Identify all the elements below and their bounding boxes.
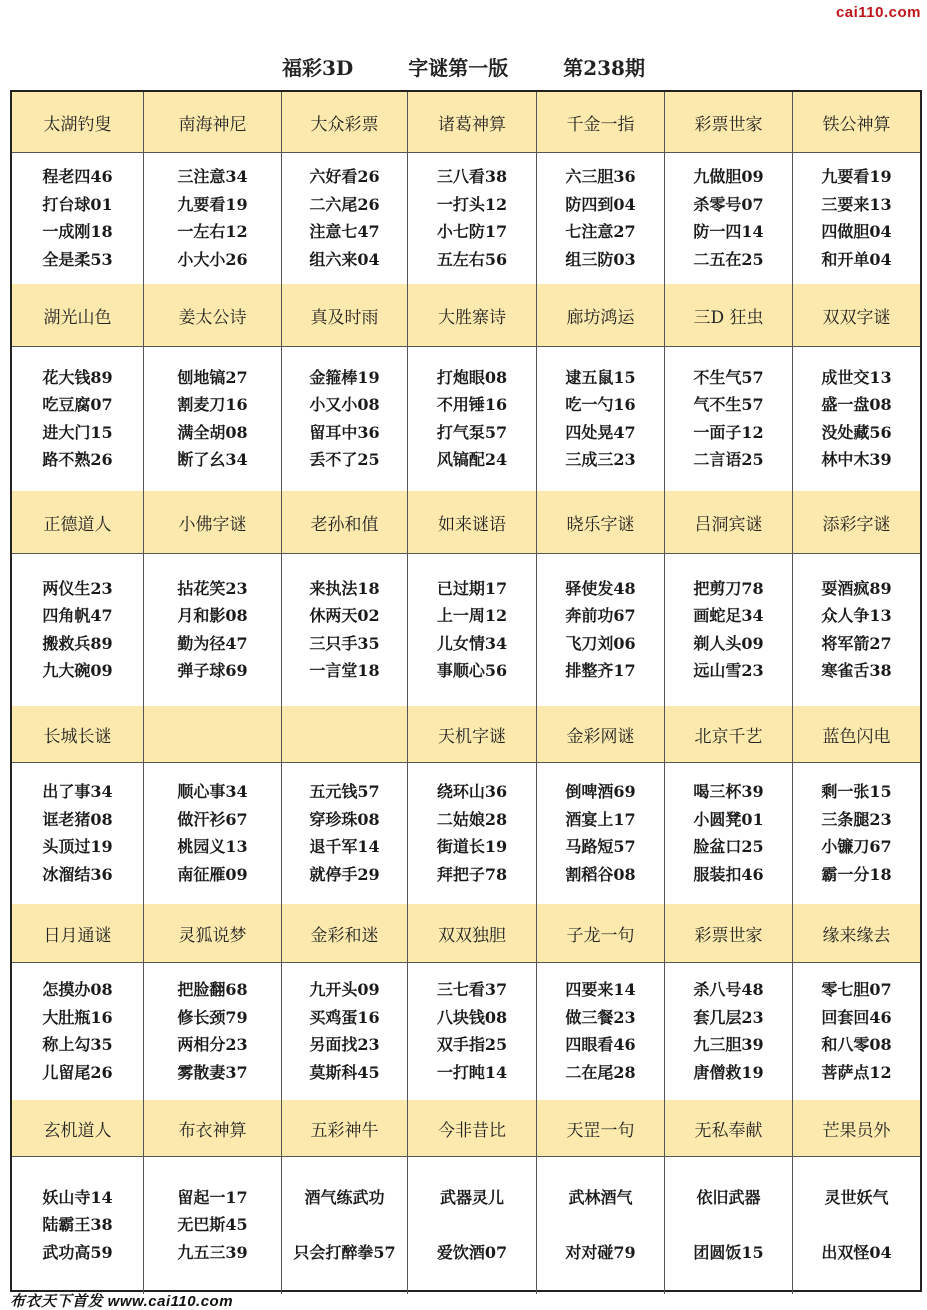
column-header: 南海神尼 <box>144 92 282 152</box>
column-header: 晓乐字谜 <box>537 491 665 553</box>
riddle-line: 九五三39 <box>177 1242 248 1262</box>
title-lottery: 福彩3D <box>282 56 354 80</box>
riddle-cell <box>537 346 665 491</box>
riddle-line: 已过期17 <box>436 578 508 598</box>
riddle-line: 吃豆腐07 <box>42 395 113 414</box>
riddle-line: 程老四46 <box>42 167 113 186</box>
riddle-cell <box>144 962 282 1100</box>
riddle-line: 小七防17 <box>436 222 508 241</box>
column-header: 千金一指 <box>537 92 665 152</box>
riddle-line: 打气泵57 <box>436 422 508 442</box>
column-header: 芒果员外 <box>822 1120 891 1141</box>
riddle-line: 一打盹14 <box>436 1062 508 1082</box>
riddle-cell <box>665 553 793 706</box>
riddle-line: 将军箭27 <box>821 633 892 653</box>
riddle-line: 拈花笑23 <box>177 578 248 598</box>
riddle-line <box>598 1211 604 1239</box>
riddle-line: 没处藏56 <box>821 422 892 442</box>
riddle-line: 九开头09 <box>309 980 380 999</box>
riddle-line: 二在尾28 <box>565 1062 636 1082</box>
data-row <box>12 553 920 706</box>
riddle-cell <box>282 152 408 284</box>
column-header: 日月通谜 <box>12 904 144 962</box>
riddle-cell <box>144 152 282 284</box>
riddle-line: 满全胡08 <box>177 422 248 442</box>
riddle-cell <box>665 152 793 284</box>
riddle-line: 防四到04 <box>565 194 636 214</box>
riddle-cell <box>537 962 665 1100</box>
column-header: 长城长谜 <box>12 706 144 762</box>
riddle-line: 称上勾35 <box>42 1035 113 1054</box>
riddle-cell <box>408 152 537 284</box>
riddle-line <box>726 1211 732 1239</box>
column-header: 真及时雨 <box>282 284 408 346</box>
riddle-cell <box>665 346 793 491</box>
header-row <box>12 284 920 346</box>
riddle-line <box>854 1211 860 1239</box>
riddle-line: 菩萨点12 <box>821 1062 892 1082</box>
riddle-line: 剩一张15 <box>821 782 892 801</box>
column-header: 如来谜语 <box>408 491 537 553</box>
riddle-cell <box>282 1156 408 1294</box>
riddle-cell <box>282 346 408 491</box>
riddle-line: 街道长19 <box>436 837 508 856</box>
riddle-line: 依旧武器 <box>696 1187 761 1207</box>
column-header: 太湖钓叟 <box>12 92 144 152</box>
column-header: 三D 狂虫 <box>665 284 793 346</box>
riddle-cell <box>793 1156 920 1294</box>
column-header: 金彩网谜 <box>537 706 665 762</box>
riddle-line: 服装扣46 <box>693 864 764 884</box>
riddle-line: 奔前功67 <box>565 606 636 625</box>
riddle-line: 三要来13 <box>821 194 892 214</box>
riddle-line: 驿使发48 <box>565 578 636 598</box>
column-header: 廊坊鸿运 <box>537 284 665 346</box>
riddle-line: 组六来04 <box>309 249 380 269</box>
riddle-line: 断了幺34 <box>177 450 248 469</box>
riddle-line: 九要看19 <box>177 194 248 214</box>
riddle-line: 诓老猪08 <box>42 809 113 829</box>
riddle-cell <box>144 346 282 491</box>
riddle-line: 桃园义13 <box>177 837 248 856</box>
riddle-cell <box>793 152 920 284</box>
column-header: 五彩神牛 <box>282 1100 408 1156</box>
riddle-line: 酒气练武功 <box>304 1187 385 1207</box>
riddle-line: 六好看26 <box>309 167 380 186</box>
riddle-cell <box>408 962 537 1100</box>
riddle-cell <box>793 962 920 1100</box>
riddle-line: 顺心事34 <box>177 782 248 801</box>
riddle-line: 留起一17 <box>177 1187 248 1207</box>
riddle-line: 双手指25 <box>436 1035 508 1054</box>
riddle-line: 气不生57 <box>693 395 764 414</box>
riddle-line: 二言语25 <box>693 450 764 469</box>
data-row <box>12 762 920 904</box>
riddle-line: 儿留尾26 <box>42 1062 113 1082</box>
riddle-line: 事顺心56 <box>436 661 508 680</box>
riddle-line: 套几层23 <box>693 1007 764 1027</box>
riddle-line: 爱饮酒07 <box>436 1242 508 1262</box>
column-header: 彩票世家 <box>665 904 793 962</box>
riddle-line: 穿珍珠08 <box>309 809 380 829</box>
riddle-line: 酒宴上17 <box>565 809 636 829</box>
riddle-line: 买鸡蛋16 <box>309 1007 380 1027</box>
header-row <box>12 92 920 152</box>
riddle-cell <box>12 1156 144 1294</box>
riddle-line: 九要看19 <box>821 167 892 186</box>
riddle-line: 来执法18 <box>309 578 380 598</box>
riddle-line: 三七看37 <box>436 980 508 999</box>
riddle-line: 莫斯科45 <box>309 1062 380 1082</box>
riddle-line: 远山雪23 <box>693 661 764 680</box>
riddle-line: 七注意27 <box>565 222 636 241</box>
riddle-line: 对对碰79 <box>565 1242 636 1262</box>
riddle-line: 三八看38 <box>436 167 508 186</box>
riddle-line: 林中木39 <box>821 450 892 469</box>
riddle-line: 二六尾26 <box>309 194 380 214</box>
riddle-line: 和开单04 <box>821 249 892 269</box>
column-header: 彩票世家 <box>665 92 793 152</box>
column-header: 湖光山色 <box>12 284 144 346</box>
riddle-line: 九三胆39 <box>693 1035 764 1054</box>
riddle-cell <box>665 762 793 904</box>
riddle-line: 杀八号48 <box>693 980 764 999</box>
riddle-line <box>469 1211 475 1239</box>
riddle-line: 不用锤16 <box>436 395 508 414</box>
riddle-line: 小圆凳01 <box>693 809 764 829</box>
riddle-line: 修长颈79 <box>177 1007 248 1027</box>
riddle-line: 霸一分18 <box>821 864 892 884</box>
riddle-line: 九做胆09 <box>693 167 764 186</box>
riddle-line: 割稻谷08 <box>565 864 636 884</box>
riddle-line: 注意七47 <box>309 222 380 241</box>
riddle-line: 割麦刀16 <box>177 395 248 414</box>
riddle-line: 三成三23 <box>565 450 636 469</box>
riddle-line: 一打头12 <box>436 194 508 214</box>
riddle-line: 出双怪04 <box>821 1242 892 1262</box>
riddle-line: 两相分23 <box>177 1035 248 1054</box>
riddle-cell <box>144 553 282 706</box>
column-header: 双双独胆 <box>408 904 537 962</box>
column-header: 老孙和值 <box>282 491 408 553</box>
riddle-line: 二姑娘28 <box>436 809 508 829</box>
riddle-line: 三只手35 <box>309 633 380 653</box>
column-header: 小佛字谜 <box>144 491 282 553</box>
riddle-line: 刨地镐27 <box>177 367 248 387</box>
riddle-line <box>342 1211 348 1239</box>
column-header: 诸葛神算 <box>408 92 537 152</box>
data-row <box>12 346 920 491</box>
riddle-line: 不生气57 <box>693 367 764 387</box>
riddle-line: 三注意34 <box>177 167 248 186</box>
riddle-line: 头顶过19 <box>42 837 113 856</box>
riddle-line: 南征雁09 <box>177 864 248 884</box>
riddle-line: 零七胆07 <box>821 980 892 999</box>
riddle-line: 马路短57 <box>565 837 636 856</box>
title-edition: 字谜第一版 <box>408 56 509 80</box>
riddle-line: 上一周12 <box>436 606 508 625</box>
riddle-line: 妖山寺14 <box>42 1187 113 1207</box>
title-issue: 第238期 <box>563 56 645 80</box>
riddle-line: 四角帆47 <box>42 606 113 625</box>
column-header: 姜太公诗 <box>144 284 282 346</box>
riddle-line: 武林酒气 <box>568 1187 633 1207</box>
riddle-line: 五左右56 <box>436 249 508 269</box>
riddle-line: 四眼看46 <box>565 1035 636 1054</box>
riddle-line: 无巴斯45 <box>177 1215 248 1235</box>
column-header: 大众彩票 <box>282 92 408 152</box>
riddle-cell <box>12 553 144 706</box>
column-header <box>144 706 282 762</box>
riddle-line: 五元钱57 <box>309 782 380 801</box>
header-row <box>12 706 920 762</box>
riddle-line: 把剪刀78 <box>693 578 764 598</box>
riddle-line: 弹子球69 <box>177 661 248 680</box>
riddle-cell <box>408 346 537 491</box>
riddle-line: 另面找23 <box>309 1035 380 1054</box>
riddle-line: 路不熟26 <box>42 450 113 469</box>
riddle-line: 怎摸办08 <box>42 980 113 999</box>
column-header: 金彩和迷 <box>282 904 408 962</box>
riddle-line: 盛一盘08 <box>821 395 892 414</box>
riddle-line: 喝三杯39 <box>693 782 764 801</box>
riddle-cell <box>282 762 408 904</box>
column-header: 添彩字谜 <box>822 514 891 535</box>
riddle-line: 留耳中36 <box>309 422 380 442</box>
riddle-cell <box>12 962 144 1100</box>
riddle-line: 杀零号07 <box>693 194 764 214</box>
riddle-line: 只会打醉拳57 <box>293 1242 396 1262</box>
column-header: 今非昔比 <box>408 1100 537 1156</box>
riddle-line: 灵世妖气 <box>824 1187 889 1207</box>
data-row <box>12 1156 920 1294</box>
riddle-cell <box>408 1156 537 1294</box>
column-header: 天罡一句 <box>537 1100 665 1156</box>
riddle-line: 和八零08 <box>821 1035 892 1054</box>
column-header: 正德道人 <box>12 491 144 553</box>
data-row <box>12 152 920 284</box>
riddle-cell <box>537 152 665 284</box>
riddle-line: 搬救兵89 <box>42 633 113 653</box>
riddle-line: 打炮眼08 <box>436 367 508 387</box>
riddle-line: 四要来14 <box>565 980 636 999</box>
riddle-line: 做三餐23 <box>565 1007 636 1027</box>
riddle-line: 八块钱08 <box>436 1007 508 1027</box>
riddle-line: 排整齐17 <box>565 661 636 680</box>
riddle-line: 退千军14 <box>309 837 380 856</box>
riddle-line: 就停手29 <box>309 864 380 884</box>
riddle-line: 做汗衫67 <box>177 809 248 829</box>
riddle-line: 武器灵儿 <box>439 1187 504 1207</box>
column-header: 天机字谜 <box>408 706 537 762</box>
riddle-line: 雾散妻37 <box>177 1062 248 1082</box>
riddle-line: 一成刚18 <box>42 222 113 241</box>
riddle-line: 防一四14 <box>693 222 764 241</box>
riddle-line: 风镐配24 <box>436 450 508 469</box>
riddle-line: 众人争13 <box>821 606 892 625</box>
riddle-line: 脸盆口25 <box>693 837 764 856</box>
column-header: 缘来缘去 <box>822 925 891 946</box>
riddle-cell <box>793 346 920 491</box>
riddle-line: 四处晃47 <box>565 422 636 442</box>
riddle-cell <box>144 762 282 904</box>
riddle-line: 寒雀舌38 <box>821 661 892 680</box>
column-header: 双双字谜 <box>822 307 891 328</box>
riddle-line: 耍酒疯89 <box>821 578 892 598</box>
riddle-line: 勤为径47 <box>177 633 248 653</box>
column-header: 布衣神算 <box>144 1100 282 1156</box>
column-header: 北京千艺 <box>665 706 793 762</box>
riddle-line: 吃一勺16 <box>565 395 636 414</box>
riddle-line: 进大门15 <box>42 422 113 442</box>
riddle-line: 倒啤酒69 <box>565 782 636 801</box>
column-header: 玄机道人 <box>12 1100 144 1156</box>
riddle-cell <box>12 152 144 284</box>
riddle-line: 一左右12 <box>177 222 248 241</box>
riddle-line: 小镰刀67 <box>821 837 892 856</box>
riddle-line: 丢不了25 <box>309 450 380 469</box>
riddle-line: 金箍棒19 <box>309 367 380 387</box>
riddle-line: 把脸翻68 <box>177 980 248 999</box>
riddle-cell <box>408 762 537 904</box>
riddle-line: 拜把子78 <box>436 864 508 884</box>
riddle-line: 组三防03 <box>565 249 636 269</box>
column-header <box>282 706 408 762</box>
riddle-line: 九大碗09 <box>42 661 113 680</box>
riddle-line: 月和影08 <box>177 606 248 625</box>
riddle-line: 剃人头09 <box>693 633 764 653</box>
riddle-line: 四做胆04 <box>821 222 892 241</box>
column-header: 大胜寨诗 <box>408 284 537 346</box>
riddle-line: 武功高59 <box>42 1242 113 1262</box>
column-header: 无私奉献 <box>665 1100 793 1156</box>
riddle-line: 唐僧救19 <box>693 1062 764 1082</box>
header-row <box>12 1100 920 1156</box>
riddle-cell <box>282 553 408 706</box>
riddle-line: 打台球01 <box>42 194 113 214</box>
riddle-cell <box>12 346 144 491</box>
riddle-line: 一言堂18 <box>309 661 380 680</box>
riddle-cell <box>12 762 144 904</box>
riddle-line: 儿女情34 <box>436 633 508 653</box>
riddle-cell <box>665 1156 793 1294</box>
column-header: 蓝色闪电 <box>822 726 891 747</box>
riddle-cell <box>665 962 793 1100</box>
riddle-line: 逮五鼠15 <box>565 367 636 387</box>
riddle-cell <box>537 762 665 904</box>
riddle-line: 小大小26 <box>177 249 248 269</box>
riddle-cell <box>537 553 665 706</box>
header-row <box>12 491 920 553</box>
riddle-cell <box>408 553 537 706</box>
riddle-line: 成世交13 <box>821 367 892 387</box>
riddle-line: 休两天02 <box>309 606 380 625</box>
riddle-line: 飞刀刘06 <box>565 633 636 653</box>
riddle-line: 陆霸王38 <box>42 1215 113 1235</box>
riddle-line: 两仪生23 <box>42 578 113 598</box>
riddle-line: 一面子12 <box>693 422 764 442</box>
footer-source: 布衣天下首发 www.cai110.com <box>10 1293 234 1310</box>
riddle-line: 小又小08 <box>309 395 380 414</box>
column-header: 铁公神算 <box>822 114 891 135</box>
riddle-line: 回套回46 <box>821 1007 892 1027</box>
data-row <box>12 962 920 1100</box>
riddle-line: 团圆饭15 <box>693 1242 764 1262</box>
riddle-line: 绕环山36 <box>436 782 508 801</box>
riddle-line: 三条腿23 <box>821 809 892 829</box>
riddle-cell <box>144 1156 282 1294</box>
riddle-cell <box>793 762 920 904</box>
riddle-line: 冰溜结36 <box>42 864 113 884</box>
page-title <box>0 52 927 84</box>
header-row <box>12 904 920 962</box>
riddle-line: 画蛇足34 <box>693 606 764 625</box>
riddle-line: 大肚瓶16 <box>42 1007 113 1027</box>
riddle-line: 二五在25 <box>693 249 764 269</box>
riddle-cell <box>537 1156 665 1294</box>
riddle-line: 出了事34 <box>42 782 113 801</box>
riddle-line: 全是柔53 <box>42 249 113 269</box>
column-header: 子龙一句 <box>537 904 665 962</box>
column-header: 灵狐说梦 <box>144 904 282 962</box>
column-header: 吕洞宾谜 <box>665 491 793 553</box>
riddle-table <box>10 90 922 1292</box>
riddle-cell <box>282 962 408 1100</box>
riddle-line: 六三胆36 <box>565 167 636 186</box>
site-logo[interactable]: cai110.com <box>835 4 921 21</box>
riddle-cell <box>793 553 920 706</box>
riddle-line: 花大钱89 <box>42 367 113 387</box>
